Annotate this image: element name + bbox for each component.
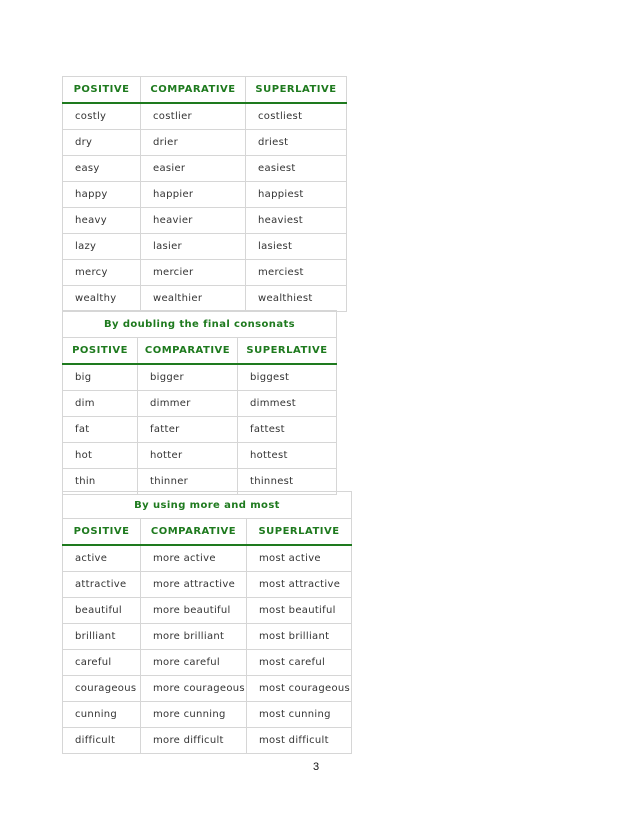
table-row bbox=[63, 182, 347, 208]
comparative-cell: lasier bbox=[141, 234, 246, 260]
table-caption: By using more and most bbox=[63, 492, 352, 519]
superlative-cell: most beautiful bbox=[247, 598, 352, 624]
table-row bbox=[63, 676, 352, 702]
comparative-cell: more courageous bbox=[141, 676, 247, 702]
page-number: 3 bbox=[313, 761, 320, 773]
table-row bbox=[63, 702, 352, 728]
table-row bbox=[63, 728, 352, 754]
positive-cell: hot bbox=[63, 443, 138, 469]
positive-cell: happy bbox=[63, 182, 141, 208]
table-row bbox=[63, 391, 337, 417]
table-header-row bbox=[63, 77, 347, 104]
positive-cell: dim bbox=[63, 391, 138, 417]
header-comparative: COMPARATIVE bbox=[141, 519, 247, 546]
table-row bbox=[63, 103, 347, 130]
superlative-cell: costliest bbox=[246, 103, 347, 130]
table-caption: By doubling the final consonats bbox=[63, 311, 337, 338]
comparative-cell: more difficult bbox=[141, 728, 247, 754]
superlative-cell: dimmest bbox=[238, 391, 337, 417]
superlative-cell: most active bbox=[247, 545, 352, 572]
positive-cell: active bbox=[63, 545, 141, 572]
comparative-cell: hotter bbox=[138, 443, 238, 469]
positive-cell: easy bbox=[63, 156, 141, 182]
superlative-cell: most courageous bbox=[247, 676, 352, 702]
header-comparative: COMPARATIVE bbox=[138, 338, 238, 365]
table-row bbox=[63, 598, 352, 624]
superlative-cell: biggest bbox=[238, 364, 337, 391]
comparative-cell: costlier bbox=[141, 103, 246, 130]
comparative-cell: fatter bbox=[138, 417, 238, 443]
positive-cell: brilliant bbox=[63, 624, 141, 650]
comparative-cell: thinner bbox=[138, 469, 238, 495]
comparative-cell: bigger bbox=[138, 364, 238, 391]
superlative-cell: most cunning bbox=[247, 702, 352, 728]
comparative-cell: drier bbox=[141, 130, 246, 156]
superlative-cell: most difficult bbox=[247, 728, 352, 754]
superlative-cell: driest bbox=[246, 130, 347, 156]
table-caption-row bbox=[63, 311, 337, 338]
header-positive: POSITIVE bbox=[63, 519, 141, 546]
positive-cell: mercy bbox=[63, 260, 141, 286]
positive-cell: difficult bbox=[63, 728, 141, 754]
table-caption-row bbox=[63, 492, 352, 519]
comparative-cell: heavier bbox=[141, 208, 246, 234]
superlative-cell: wealthiest bbox=[246, 286, 347, 312]
superlative-cell: merciest bbox=[246, 260, 347, 286]
comparative-cell: more careful bbox=[141, 650, 247, 676]
header-positive: POSITIVE bbox=[63, 77, 141, 104]
superlative-cell: heaviest bbox=[246, 208, 347, 234]
comparative-cell: more cunning bbox=[141, 702, 247, 728]
positive-cell: costly bbox=[63, 103, 141, 130]
table-row bbox=[63, 650, 352, 676]
superlative-cell: easiest bbox=[246, 156, 347, 182]
comparison-table-more-most bbox=[62, 491, 352, 754]
header-superlative: SUPERLATIVE bbox=[247, 519, 352, 546]
header-superlative: SUPERLATIVE bbox=[246, 77, 347, 104]
comparative-cell: happier bbox=[141, 182, 246, 208]
superlative-cell: fattest bbox=[238, 417, 337, 443]
superlative-cell: lasiest bbox=[246, 234, 347, 260]
table-row bbox=[63, 286, 347, 312]
positive-cell: heavy bbox=[63, 208, 141, 234]
positive-cell: big bbox=[63, 364, 138, 391]
superlative-cell: thinnest bbox=[238, 469, 337, 495]
positive-cell: fat bbox=[63, 417, 138, 443]
table-row bbox=[63, 417, 337, 443]
table-row bbox=[63, 156, 347, 182]
superlative-cell: happiest bbox=[246, 182, 347, 208]
comparative-cell: mercier bbox=[141, 260, 246, 286]
table-row bbox=[63, 234, 347, 260]
table-row bbox=[63, 364, 337, 391]
superlative-cell: hottest bbox=[238, 443, 337, 469]
comparative-cell: dimmer bbox=[138, 391, 238, 417]
comparative-cell: more beautiful bbox=[141, 598, 247, 624]
table-row bbox=[63, 545, 352, 572]
table-header-row bbox=[63, 519, 352, 546]
comparison-table-y-to-ier bbox=[62, 76, 347, 312]
table-row bbox=[63, 260, 347, 286]
header-comparative: COMPARATIVE bbox=[141, 77, 246, 104]
table-row bbox=[63, 443, 337, 469]
positive-cell: beautiful bbox=[63, 598, 141, 624]
positive-cell: attractive bbox=[63, 572, 141, 598]
comparison-table-doubling-consonant bbox=[62, 310, 337, 495]
table-row bbox=[63, 624, 352, 650]
positive-cell: careful bbox=[63, 650, 141, 676]
superlative-cell: most attractive bbox=[247, 572, 352, 598]
comparative-cell: more active bbox=[141, 545, 247, 572]
table-row bbox=[63, 208, 347, 234]
positive-cell: thin bbox=[63, 469, 138, 495]
positive-cell: dry bbox=[63, 130, 141, 156]
table-row bbox=[63, 130, 347, 156]
positive-cell: lazy bbox=[63, 234, 141, 260]
comparative-cell: more attractive bbox=[141, 572, 247, 598]
superlative-cell: most brilliant bbox=[247, 624, 352, 650]
superlative-cell: most careful bbox=[247, 650, 352, 676]
positive-cell: cunning bbox=[63, 702, 141, 728]
comparative-cell: wealthier bbox=[141, 286, 246, 312]
header-superlative: SUPERLATIVE bbox=[238, 338, 337, 365]
table-row bbox=[63, 572, 352, 598]
positive-cell: wealthy bbox=[63, 286, 141, 312]
positive-cell: courageous bbox=[63, 676, 141, 702]
comparative-cell: more brilliant bbox=[141, 624, 247, 650]
table-header-row bbox=[63, 338, 337, 365]
header-positive: POSITIVE bbox=[63, 338, 138, 365]
comparative-cell: easier bbox=[141, 156, 246, 182]
